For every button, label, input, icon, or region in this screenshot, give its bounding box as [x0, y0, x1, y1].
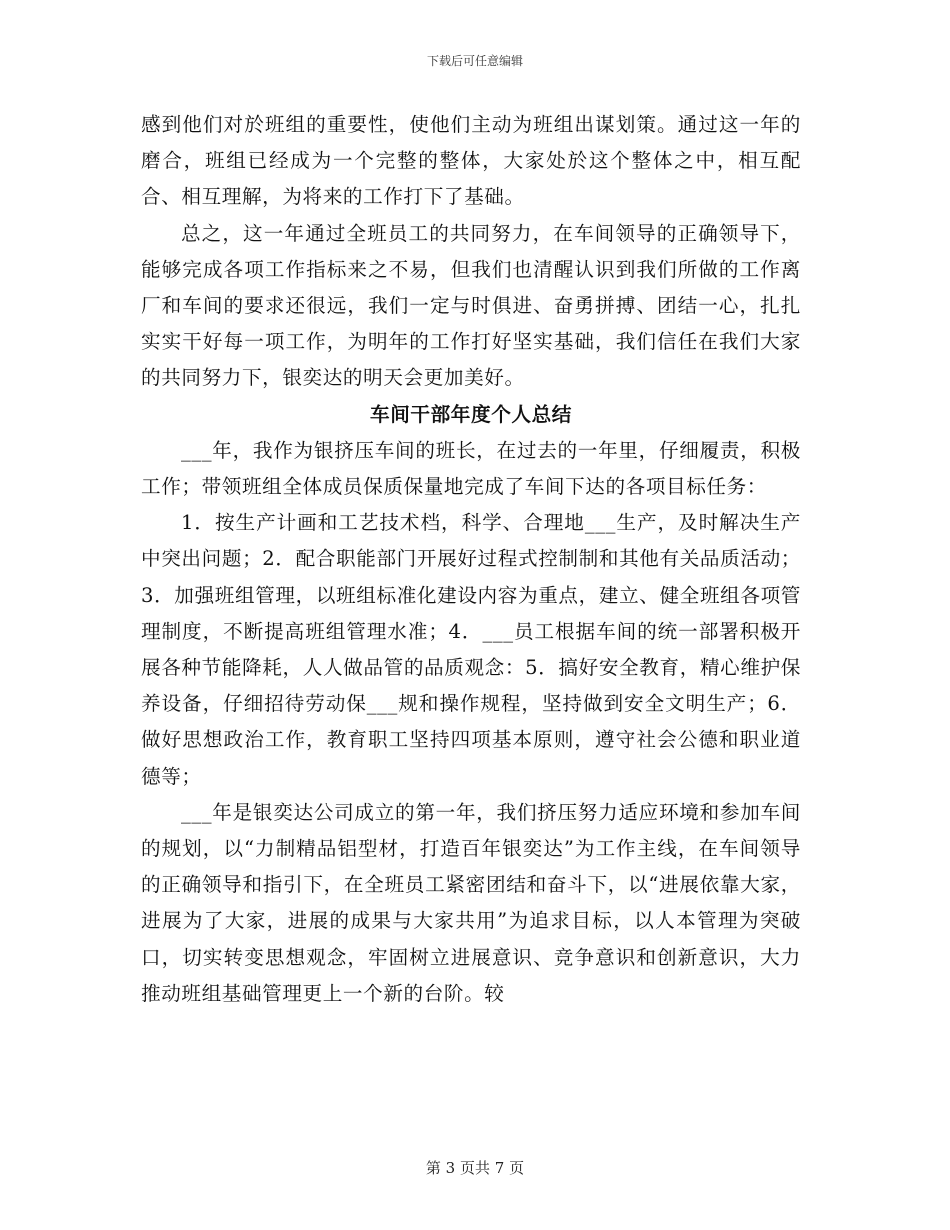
paragraph-summary: 总之，这一年通过全班员工的共同努力，在车间领导的正确领导下，能够完成各项工作指标来之不易，但我们也清醒认识到我们所做的工作离厂和车间的要求还很远，我们一定与时俱进、奋勇拼搏、团结一心，扎扎实实干好每一项工作，为明年的工作打好坚实基础，我们信任在我们大家的共同努力下，银奕达的明天会更加美好。	[141, 221, 801, 390]
section-heading: 车间干部年度个人总结	[370, 402, 572, 426]
page-header: 下载后可任意编辑	[426, 54, 523, 68]
paragraph-intro: ___年，我作为银挤压车间的班长，在过去的一年里，仔细履责，积极工作；带领班组全体成员保质保量地完成了车间下达的各项目标任务：	[141, 438, 801, 499]
document-body	[141, 107, 801, 1012]
page-footer: 第 3 页共 7 页	[425, 1159, 525, 1177]
paragraph-task-list: 1．按生产计画和工艺技术档，科学、合理地___生产，及时解决生产中突出问题；2．配合职能部门开展好过程式控制制和其他有关品质活动；3．加强班组管理，以班组标准化建设内容为重点，建立、健全班组各项管理制度，不断提高班组管理水准；4．___员工根据车间的统一部署积极开展各种节能降耗，人人做品管的品质观念：5．搞好安全教育，精心维护保养设备，仔细招待劳动保___规和操作规程，坚持做到安全文明生产；6．做好思想政治工作，教育职工坚持四项基本原则，遵守社会公德和职业道德等；	[141, 511, 801, 788]
paragraph-continuation: 感到他们对於班组的重要性，使他们主动为班组出谋划策。通过这一年的磨合，班组已经成为一个完整的整体，大家处於这个整体之中，相互配合、相互理解，为将来的工作打下了基础。	[141, 113, 801, 209]
paragraph-year-review: ___年是银奕达公司成立的第一年，我们挤压努力适应环境和参加车间的规划，以“力制精品铝型材，打造百年银奕达”为工作主线，在车间领导的正确领导和指引下，在全班员工紧密团结和奋斗下，以“进展依靠大家，进展为了大家，进展的成果与大家共用”为追求目标，以人本管理为突破口，切实转变思想观念，牢固树立进展意识、竞争意识和创新意识，大力推动班组基础管理更上一个新的台阶。较	[141, 800, 801, 1005]
